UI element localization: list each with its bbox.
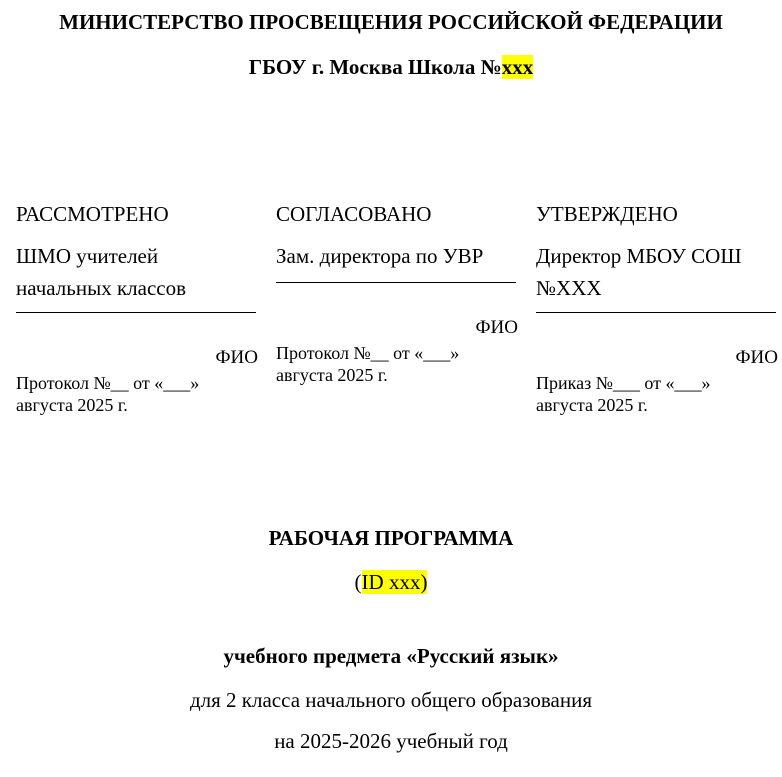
- reviewed-signature-line: [16, 312, 256, 313]
- reviewed-protocol-line2: августа 2025 г.: [16, 395, 128, 415]
- approved-title: УТВЕРЖДЕНО: [536, 202, 678, 226]
- agreed-protocol-line1: Протокол №__ от «___»: [276, 343, 460, 363]
- program-id: [0, 570, 782, 595]
- reviewed-fio-label: ФИО: [215, 347, 258, 368]
- reviewed-role-line1: ШМО учителей: [16, 244, 159, 268]
- school-number-highlight: xxx: [501, 55, 534, 79]
- approved-order-line2: августа 2025 г.: [536, 395, 648, 415]
- reviewed-title: РАССМОТРЕНО: [16, 202, 169, 226]
- agreed-protocol-line2: августа 2025 г.: [276, 365, 388, 385]
- reviewed-protocol-line1: Протокол №__ от «___»: [16, 373, 200, 393]
- approved-fio-label: ФИО: [735, 347, 778, 368]
- agreed-title: СОГЛАСОВАНО: [276, 202, 432, 226]
- approved-signature-line: [536, 312, 776, 313]
- agreed-role-line1: Зам. директора по УВР: [276, 244, 484, 268]
- program-id-open-paren: (: [354, 570, 362, 594]
- program-id-highlight: ID xxx): [361, 570, 428, 594]
- school-heading: [0, 55, 782, 80]
- ministry-heading: МИНИСТЕРСТВО ПРОСВЕЩЕНИЯ РОССИЙСКОЙ ФЕДЕРАЦИИ: [59, 10, 723, 34]
- program-subject: учебного предмета «Русский язык»: [223, 644, 559, 668]
- program-year: на 2025-2026 учебный год: [274, 729, 508, 753]
- approved-role-line2: №XXX: [536, 276, 602, 300]
- agreed-signature-line: [276, 282, 516, 283]
- school-prefix: ГБОУ г. Москва Школа №: [248, 55, 502, 79]
- program-title: РАБОЧАЯ ПРОГРАММА: [268, 526, 514, 550]
- reviewed-role-line2: начальных классов: [16, 276, 186, 300]
- program-grade: для 2 класса начального общего образования: [189, 688, 592, 712]
- agreed-fio-label: ФИО: [475, 317, 518, 338]
- approved-role-line1: Директор МБОУ СОШ: [536, 244, 742, 268]
- approved-order-line1: Приказ №___ от «___»: [536, 373, 711, 393]
